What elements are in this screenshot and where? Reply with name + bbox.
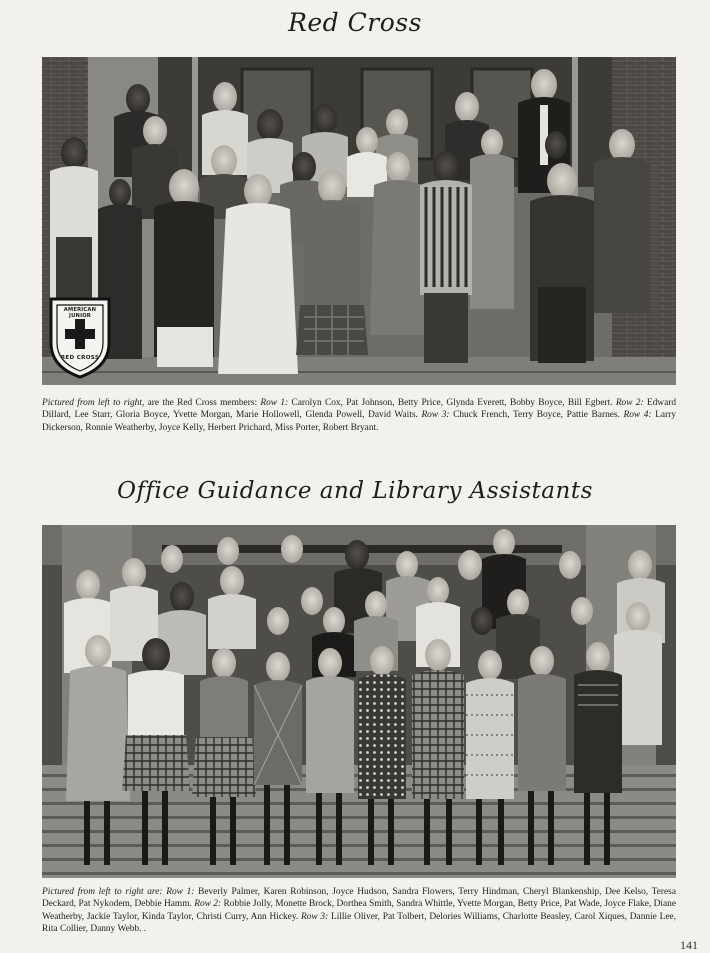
caption-intro: Pictured from left to right, bbox=[42, 398, 145, 408]
caption-row-names: Beverly Palmer, Karen Robinson, Joyce Hudson, Sandra Flowers, Terry Hindman, Cheryl Blankenship, Dee Kelso, Teresa Deckard, Pat Nykodem, Debbie Hamm. bbox=[42, 887, 676, 910]
caption-row-label: Row 2: bbox=[615, 398, 644, 408]
red-cross-group-photo bbox=[42, 57, 676, 385]
caption-row-names: Edward Dillard, Lee Starr, Gloria Boyce, Yvette Morgan, Marie Hollowell, Glenda Powell, David Waits. bbox=[42, 398, 677, 421]
red-cross-emblem bbox=[47, 295, 113, 379]
caption-row-label: Row 4: bbox=[623, 410, 652, 421]
office-guidance-caption bbox=[42, 886, 676, 935]
office-guidance-photo-illustration bbox=[42, 525, 676, 878]
red-cross-photo-illustration bbox=[42, 57, 676, 385]
caption-row-label: Row 2: bbox=[194, 899, 222, 910]
office-guidance-group-photo bbox=[42, 525, 676, 878]
caption-intro-rest: are the Red Cross members: bbox=[144, 398, 261, 408]
red-cross-caption bbox=[42, 397, 676, 434]
caption-row-names: Larry Dickerson, Ronnie Weatherby, Joyce Kelly, Herbert Prichard, Miss Porter, Robert Bryant. bbox=[42, 410, 677, 433]
caption-row-label: Row 1: bbox=[260, 398, 289, 408]
caption-row-names: Carolyn Cox, Pat Johnson, Betty Price, Glynda Everett, Bobby Boyce, Bill Egbert. bbox=[288, 398, 616, 408]
caption-row-label: Row 3: bbox=[301, 911, 329, 922]
emblem-text-top: AMERICAN JUNIOR bbox=[63, 307, 97, 319]
page-number: 141 bbox=[680, 938, 698, 952]
section-title-office-guidance: Office Guidance and Library Assistants bbox=[117, 478, 593, 504]
section-title-red-cross: Red Cross bbox=[288, 8, 422, 37]
caption-row-names: Robbie Jolly, Monette Brock, Dorthea Smith, Sandra Whittle, Yvette Morgan, Betty Price, Pat Wade, Joyce Flake, Diane Weatherby, Jackie Taylor, Kinda Taylor, Christi Curry, Ann Hickey. bbox=[42, 899, 676, 922]
caption-row-label: Row 1: bbox=[166, 887, 195, 897]
caption-row-names: Chuck French, Terry Boyce, Pattie Barnes. bbox=[449, 410, 624, 421]
emblem-text-bottom: RED CROSS bbox=[60, 355, 100, 361]
caption-row-names: Lillie Oliver, Pat Tolbert, Delories Williams, Charlotte Beasley, Carol Xiques, Dannie Lee, Rita Collier, Danny Webb. . bbox=[42, 911, 676, 934]
caption-row-label: Row 3: bbox=[421, 410, 450, 421]
caption-intro: Pictured from left to right are: bbox=[42, 887, 163, 897]
